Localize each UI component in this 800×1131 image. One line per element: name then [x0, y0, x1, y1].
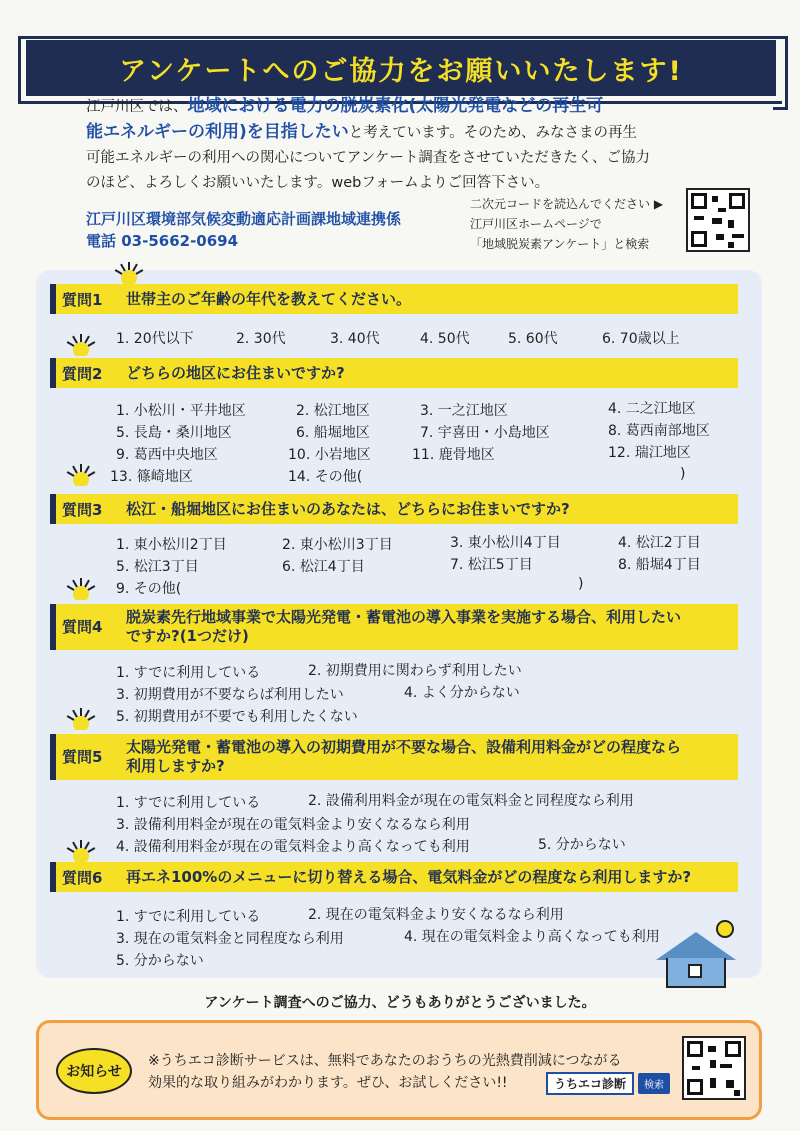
q2-option[interactable]: 6. 船堀地区: [296, 425, 370, 441]
q1-option[interactable]: 1. 20代以下: [116, 331, 194, 347]
question-4-bar: [50, 604, 738, 650]
q3-option[interactable]: 2. 東小松川3丁目: [282, 537, 393, 553]
sun-icon: [112, 262, 146, 284]
intro-line3: 可能エネルギーの利用への関心についてアンケート調査をさせていただきたく、ご協力: [86, 150, 651, 166]
q3-option[interactable]: 1. 東小松川2丁目: [116, 537, 227, 553]
search-box: [546, 1072, 670, 1095]
question-text: [126, 738, 681, 776]
q5-option[interactable]: 1. すでに利用している: [116, 795, 261, 811]
question-number: 質問6: [62, 868, 103, 887]
q3-option[interactable]: 7. 松江5丁目: [450, 557, 533, 573]
q2-option[interactable]: 3. 一之江地区: [420, 403, 508, 419]
search-button[interactable]: 検索: [638, 1073, 670, 1094]
q2-option[interactable]: 5. 長島・桑川地区: [116, 425, 232, 441]
question-6-bar: [50, 862, 738, 892]
contact-dept: 江戸川区環境部気候変動適応計画課地域連携係: [86, 210, 402, 228]
contact-phone: 電話 03-5662-0694: [86, 232, 239, 250]
search-input[interactable]: うちエコ診断: [546, 1072, 634, 1095]
header-banner: [26, 40, 776, 96]
qr-note-line2: 江戸川区ホームページで: [470, 217, 602, 231]
q2-option[interactable]: 11. 鹿骨地区: [412, 447, 495, 463]
q3-option[interactable]: 6. 松江4丁目: [282, 559, 365, 575]
question-number: 質問1: [62, 290, 103, 309]
intro-part2: と考えています。そのため、みなさまの再生: [348, 125, 638, 141]
question-text: どちらの地区にお住まいですか?: [126, 363, 345, 382]
contact-info: [86, 208, 401, 252]
question-text: [126, 608, 681, 646]
intro-part1: 江戸川区では、: [86, 99, 188, 115]
sun-icon: [64, 334, 98, 356]
question-number: 質問5: [62, 748, 103, 766]
qr-code-bottom[interactable]: [682, 1036, 746, 1100]
question-3-bar: [50, 494, 738, 524]
q1-option[interactable]: 5. 60代: [508, 331, 558, 347]
q1-option[interactable]: 3. 40代: [330, 331, 380, 347]
q2-option[interactable]: 12. 瑞江地区: [608, 445, 691, 461]
q6-option[interactable]: 2. 現在の電気料金より安くなるなら利用: [308, 907, 564, 923]
question-number: 質問4: [62, 618, 103, 636]
qr-note-line3: 「地域脱炭素アンケート」と検索: [470, 237, 650, 251]
notice-line2: 効果的な取り組みがわかります。ぜひ、お試しください!!: [148, 1075, 508, 1091]
q1-option[interactable]: 4. 50代: [420, 331, 470, 347]
intro-text: [86, 94, 726, 196]
sun-icon: [64, 708, 98, 730]
q2-option[interactable]: 7. 宇喜田・小島地区: [420, 425, 550, 441]
question-text: 再エネ100%のメニューに切り替える場合、電気料金がどの程度なら利用しますか?: [126, 867, 692, 886]
q2-option[interactable]: 9. 葛西中央地区: [116, 447, 218, 463]
question-text-line1: 脱炭素先行地域事業で太陽光発電・蓄電池の導入事業を実施する場合、利用したい: [126, 608, 682, 626]
q2-option[interactable]: 13. 篠崎地区: [110, 469, 193, 485]
q4-option[interactable]: 3. 初期費用が不要ならば利用したい: [116, 687, 344, 703]
q6-option[interactable]: 1. すでに利用している: [116, 909, 261, 925]
q3-option[interactable]: 5. 松江3丁目: [116, 559, 199, 575]
q6-option[interactable]: 3. 現在の電気料金と同程度なら利用: [116, 931, 344, 947]
sun-icon: [64, 578, 98, 600]
qr-code-top[interactable]: [686, 188, 750, 252]
sun-icon: [64, 464, 98, 486]
arrow-right-icon: ▶: [653, 197, 664, 211]
q5-option[interactable]: 2. 設備利用料金が現在の電気料金と同程度なら利用: [308, 793, 634, 809]
q2-option-other[interactable]: 14. その他(: [288, 469, 363, 485]
question-text-line1: 太陽光発電・蓄電池の導入の初期費用が不要な場合、設備利用料金がどの程度なら: [126, 738, 682, 756]
question-2-bar: [50, 358, 738, 388]
q5-option[interactable]: 5. 分からない: [538, 837, 626, 853]
question-number: 質問2: [62, 364, 103, 383]
sun-icon: [64, 840, 98, 862]
q2-option[interactable]: 2. 松江地区: [296, 403, 370, 419]
q4-option[interactable]: 4. よく分からない: [404, 685, 520, 701]
q3-option[interactable]: 3. 東小松川4丁目: [450, 535, 561, 551]
question-number: 質問3: [62, 500, 103, 519]
intro-highlight-1: 地域における電力の脱炭素化(太陽光発電などの再生可: [187, 96, 604, 116]
q1-option[interactable]: 2. 30代: [236, 331, 286, 347]
q3-option[interactable]: 8. 船堀4丁目: [618, 557, 701, 573]
q2-option[interactable]: 1. 小松川・平井地区: [116, 403, 246, 419]
intro-highlight-2: 能エネルギーの利用)を目指したい: [86, 122, 349, 142]
q4-option[interactable]: 1. すでに利用している: [116, 665, 261, 681]
q2-option-other-close: ): [680, 466, 686, 482]
q2-option[interactable]: 8. 葛西南部地区: [608, 423, 710, 439]
notice-badge: お知らせ: [56, 1048, 132, 1094]
question-text-line2: 利用しますか?: [126, 757, 225, 775]
page-title: アンケートへのご協力をお願いいたします!: [119, 55, 683, 87]
qr-note-line1: 二次元コードを読込んでください: [470, 197, 651, 211]
q3-option-other-close: ): [578, 576, 584, 592]
thanks-message: アンケート調査へのご協力、どうもありがとうございました。: [204, 995, 596, 1011]
q6-option[interactable]: 5. 分からない: [116, 953, 204, 969]
q2-option[interactable]: 4. 二之江地区: [608, 401, 696, 417]
question-text: 松江・船堀地区にお住まいのあなたは、どちらにお住まいですか?: [126, 499, 570, 518]
question-text-line2: ですか?(1つだけ): [126, 627, 249, 645]
q2-option[interactable]: 10. 小岩地区: [288, 447, 371, 463]
q5-option[interactable]: 4. 設備利用料金が現在の電気料金より高くなっても利用: [116, 839, 470, 855]
q3-option[interactable]: 4. 松江2丁目: [618, 535, 701, 551]
question-5-bar: [50, 734, 738, 780]
q3-option-other[interactable]: 9. その他(: [116, 581, 182, 597]
question-text: 世帯主のご年齢の年代を教えてください。: [126, 289, 412, 308]
q4-option[interactable]: 5. 初期費用が不要でも利用したくない: [116, 709, 358, 725]
q1-option[interactable]: 6. 70歳以上: [602, 331, 680, 347]
q5-option[interactable]: 3. 設備利用料金が現在の電気料金より安くなるなら利用: [116, 817, 470, 833]
question-1-bar: [50, 284, 738, 314]
notice-line1: ※うちエコ診断サービスは、無料であなたのおうちの光熱費削減につながる: [148, 1053, 622, 1069]
intro-line4: のほど、よろしくお願いいたします。webフォームよりご回答下さい。: [86, 175, 550, 191]
q6-option[interactable]: 4. 現在の電気料金より高くなっても利用: [404, 929, 660, 945]
house-icon: [654, 920, 738, 990]
q4-option[interactable]: 2. 初期費用に関わらず利用したい: [308, 663, 522, 679]
qr-note: [470, 194, 663, 254]
